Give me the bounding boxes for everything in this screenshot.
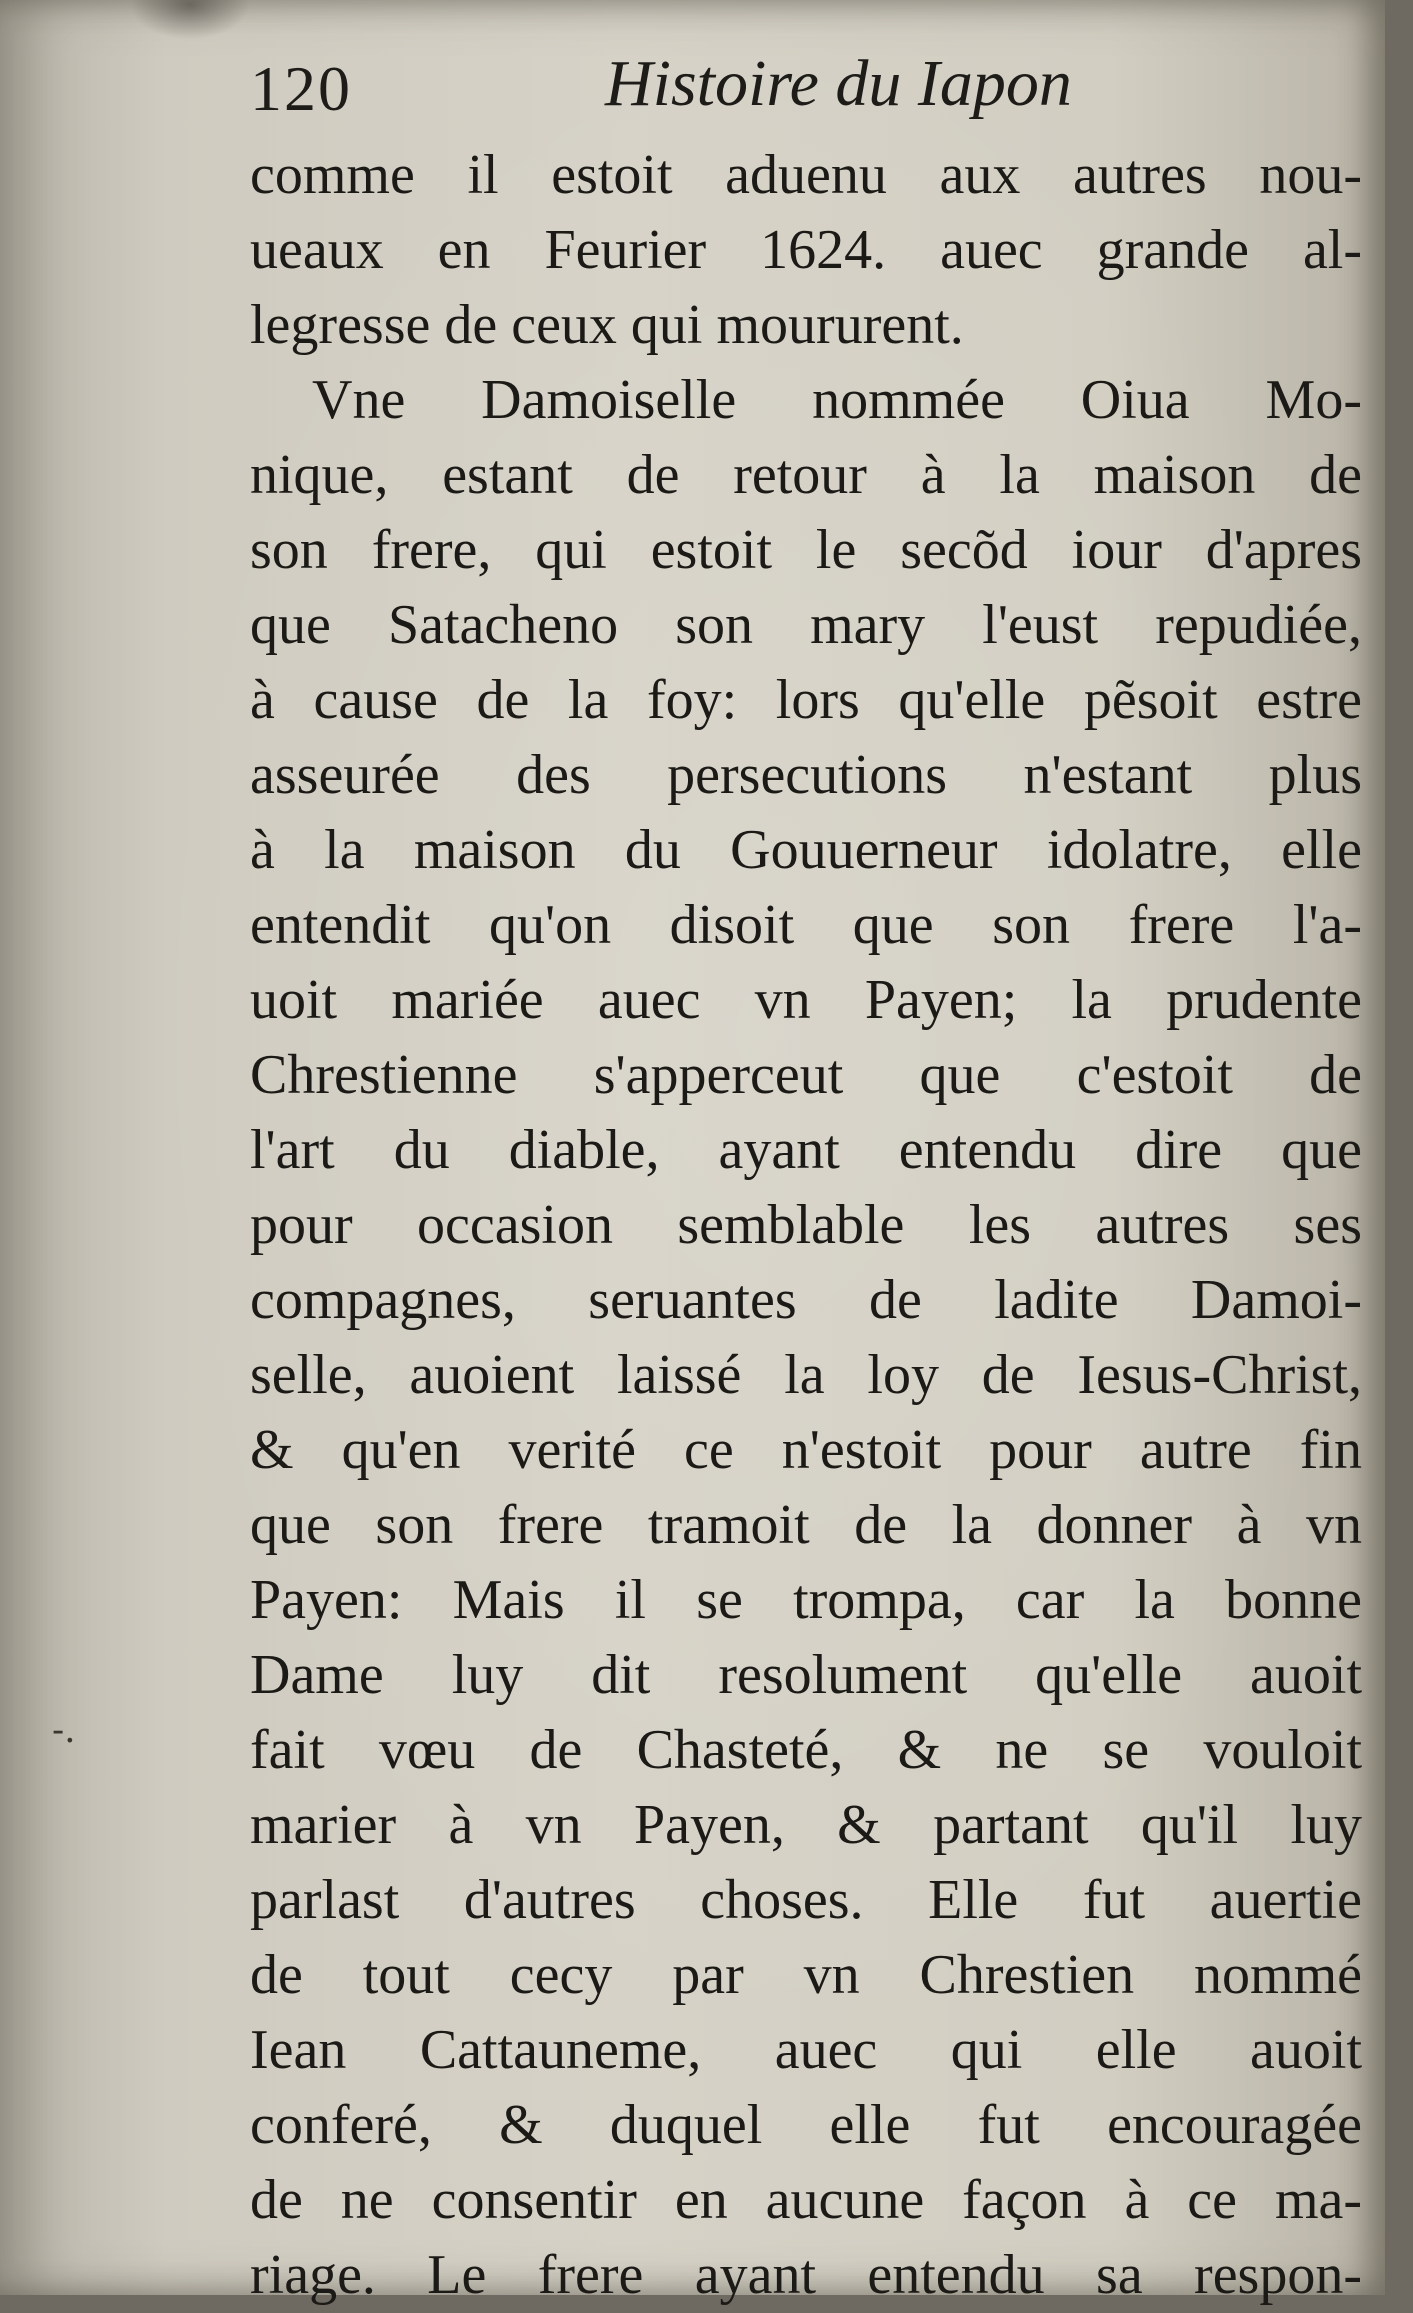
text-line: legresse de ceux qui moururent.	[250, 294, 964, 356]
page-header	[250, 47, 1350, 142]
text-line: de tout cecy par vn Chrestien nommé	[250, 1944, 1362, 2006]
text-line: que son frere tramoit de la donner à vn	[250, 1494, 1362, 1556]
text-line: uoit mariée auec vn Payen; la prudente	[250, 969, 1362, 1031]
text-line: de ne consentir en aucune façon à ce ma-	[250, 2169, 1362, 2231]
thumb-shadow	[130, 0, 250, 40]
text-line: Iean Cattauneme, auec qui elle auoit	[250, 2019, 1362, 2081]
text-line: asseurée des persecutions n'estant plus	[250, 744, 1362, 806]
body-text	[250, 138, 1362, 2313]
text-line: ueaux en Feurier 1624. auec grande al-	[250, 219, 1362, 281]
text-line: conferé, & duquel elle fut encouragée	[250, 2094, 1362, 2156]
text-line: son frere, qui estoit le secõd iour d'apres	[250, 519, 1362, 581]
text-line: Vne Damoiselle nommée Oiua Mo-	[312, 369, 1362, 431]
text-line: selle, auoient laissé la loy de Iesus-Christ,	[250, 1344, 1362, 1406]
text-line: à la maison du Gouuerneur idolatre, elle	[250, 819, 1362, 881]
text-line: à cause de la foy: lors qu'elle pẽsoit estre	[250, 669, 1362, 731]
text-line: & qu'en verité ce n'estoit pour autre fin	[250, 1419, 1362, 1481]
text-line: riage. Le frere ayant entendu sa respon-	[250, 2244, 1362, 2306]
text-line: que Satacheno son mary l'eust repudiée,	[250, 594, 1362, 656]
text-line: parlast d'autres choses. Elle fut auertie	[250, 1869, 1362, 1931]
text-line: comme il estoit aduenu aux autres nou-	[250, 144, 1362, 206]
text-line: marier à vn Payen, & partant qu'il luy	[250, 1794, 1362, 1856]
text-line: l'art du diable, ayant entendu dire que	[250, 1119, 1362, 1181]
margin-mark: -.	[52, 1710, 76, 1751]
running-title: Histoire du Iapon	[605, 47, 1072, 120]
text-line: entendit qu'on disoit que son frere l'a-	[250, 894, 1362, 956]
text-line: Chrestienne s'apperceut que c'estoit de	[250, 1044, 1362, 1106]
text-line: pour occasion semblable les autres ses	[250, 1194, 1362, 1256]
text-line: nique, estant de retour à la maison de	[250, 444, 1362, 506]
text-line: Payen: Mais il se trompa, car la bonne	[250, 1569, 1362, 1631]
text-line: Dame luy dit resolument qu'elle auoit	[250, 1644, 1362, 1706]
text-line: fait vœu de Chasteté, & ne se vouloit	[250, 1719, 1362, 1781]
text-line: compagnes, seruantes de ladite Damoi-	[250, 1269, 1362, 1331]
page-number: 120	[250, 53, 352, 124]
